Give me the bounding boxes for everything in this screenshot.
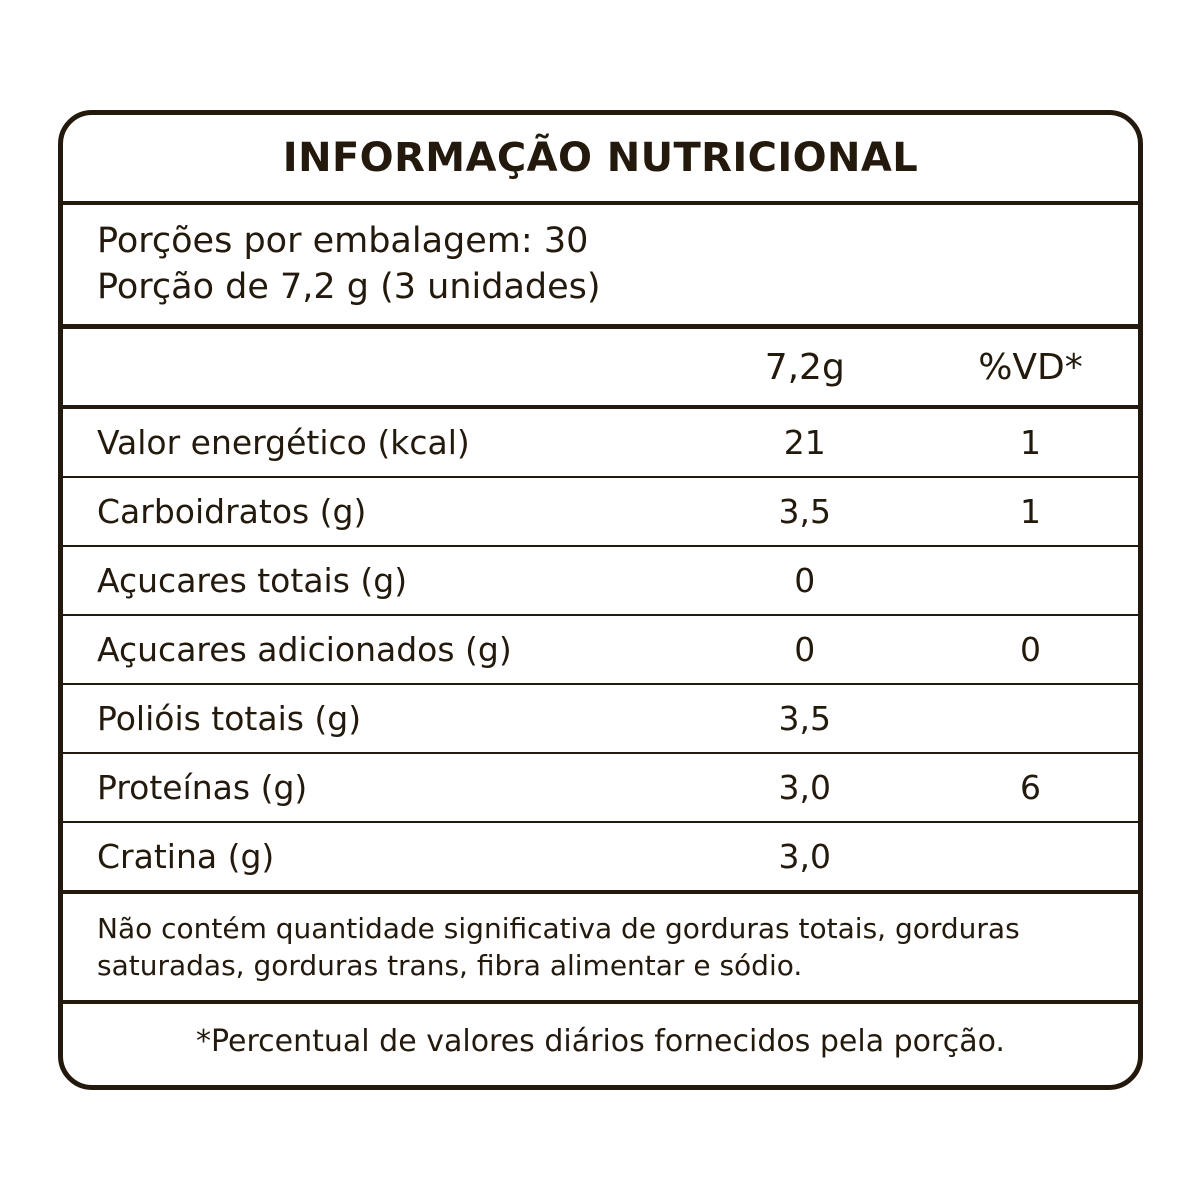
nutrient-daily-value — [923, 546, 1138, 615]
nutrient-name: Açucares totais (g) — [63, 546, 687, 615]
column-header-daily-value: %VD* — [923, 329, 1138, 407]
nutrient-name: Cratina (g) — [63, 822, 687, 892]
table-row — [63, 822, 1138, 892]
nutrient-name: Proteínas (g) — [63, 753, 687, 822]
nutrient-daily-value: 0 — [923, 615, 1138, 684]
table-row — [63, 615, 1138, 684]
nutrition-facts-panel — [58, 110, 1143, 1090]
nutrient-amount: 3,0 — [687, 753, 924, 822]
column-header-nutrient — [63, 329, 687, 407]
table-header-row — [63, 329, 1138, 407]
nutrient-amount: 0 — [687, 546, 924, 615]
nutrient-amount: 3,5 — [687, 477, 924, 546]
nutrient-amount: 21 — [687, 407, 924, 477]
nutrient-amount: 3,0 — [687, 822, 924, 892]
page-title: INFORMAÇÃO NUTRICIONAL — [282, 135, 919, 181]
nutrient-amount: 0 — [687, 615, 924, 684]
nutrient-amount: 3,5 — [687, 684, 924, 753]
nutrient-daily-value — [923, 822, 1138, 892]
nutrient-name: Valor energético (kcal) — [63, 407, 687, 477]
table-row — [63, 477, 1138, 546]
insignificant-amounts-note — [63, 894, 1138, 1004]
column-header-amount: 7,2g — [687, 329, 924, 407]
table-row — [63, 684, 1138, 753]
table-row — [63, 546, 1138, 615]
nutrient-daily-value: 6 — [923, 753, 1138, 822]
nutrient-daily-value: 1 — [923, 407, 1138, 477]
daily-value-footnote — [63, 1004, 1138, 1078]
nutrient-name: Polióis totais (g) — [63, 684, 687, 753]
nutrient-daily-value: 1 — [923, 477, 1138, 546]
label-title-row — [63, 115, 1138, 205]
table-row — [63, 753, 1138, 822]
nutrition-table — [63, 329, 1138, 894]
table-row — [63, 407, 1138, 477]
nutrient-daily-value — [923, 684, 1138, 753]
note-text: Não contém quantidade significativa de gorduras totais, gorduras saturadas, gorduras trans, fibra alimentar e sódio. — [97, 912, 1020, 983]
serving-size: Porção de 7,2 g (3 unidades) — [97, 266, 601, 307]
servings-per-package: Porções por embalagem: 30 — [97, 221, 589, 261]
footnote-text: *Percentual de valores diários fornecidos pela porção. — [196, 1023, 1005, 1059]
nutrient-name: Açucares adicionados (g) — [63, 615, 687, 684]
nutrient-name: Carboidratos (g) — [63, 477, 687, 546]
servings-block — [63, 205, 1138, 329]
